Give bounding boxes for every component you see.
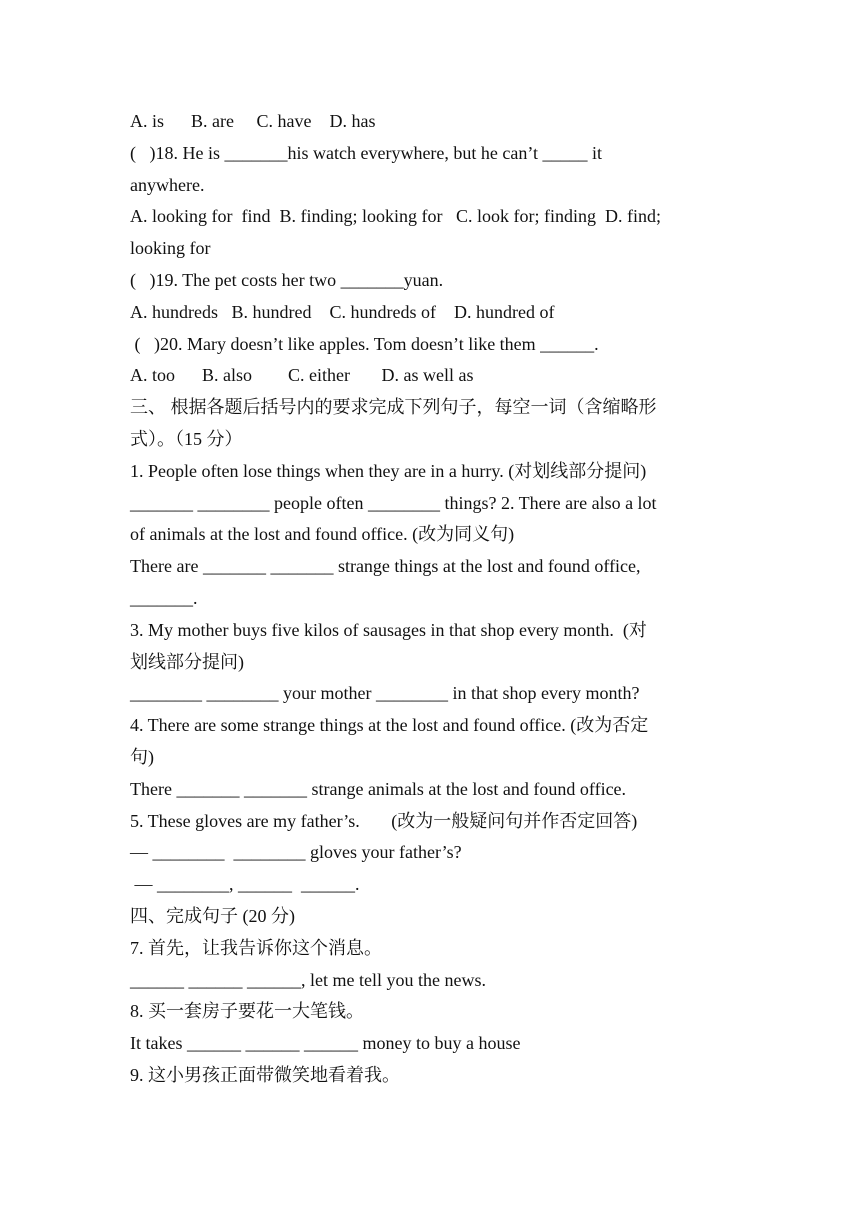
complete-8: 8. 买一套房子要花一大笔钱。 [130,1001,364,1022]
rewrite-1: 1. People often lose things when they are in a hurry. (对划线部分提问) [130,460,647,481]
complete-9: 9. 这小男孩正面带微笑地看着我。 [130,1064,400,1085]
complete-7-answer: ______ ______ ______, let me tell you the news. [130,969,486,990]
rewrite-2: of animals at the lost and found office. (改为同义句) [130,524,515,545]
rewrite-4-answer: There _______ _______ strange animals at the lost and found office. [130,778,627,799]
rewrite-5: 5. These gloves are my father’s. (改为一般疑问句并作否定回答) [130,810,638,831]
options-line-19: A. hundreds B. hundred C. hundreds of D. hundred of [130,301,555,322]
rewrite-5-answer: — ________, ______ ______. [130,874,360,895]
question-18-continued: anywhere. [130,174,205,195]
question-18: ( )18. He is _______his watch everywhere, but he can’t _____ it [130,142,603,163]
section-3-heading: 三、 根据各题后括号内的要求完成下列句子，每空一词（含缩略形 [130,397,657,418]
rewrite-4-continued: 句) [130,746,154,767]
document-page [130,106,730,1092]
rewrite-2-answer: There are _______ _______ strange things at the lost and found office, [130,556,641,577]
complete-7: 7. 首先，让我告诉你这个消息。 [130,937,382,958]
rewrite-1-answer: _______ ________ people often ________ things? 2. There are also a lot [130,492,657,513]
section-4-heading: 四、完成句子 (20 分) [130,905,295,926]
rewrite-2-answer-continued: _______. [130,587,198,608]
section-3-heading-continued: 式）。（15 分） [130,428,243,449]
question-20: ( )20. Mary doesn’t like apples. Tom doesn’t like them ______. [130,333,599,354]
complete-8-answer: It takes ______ ______ ______ money to buy a house [130,1033,521,1054]
options-line-17: A. is B. are C. have D. has [130,111,376,131]
options-line-18: A. looking for find B. finding; looking for C. look for; finding D. find; [130,206,661,227]
rewrite-3: 3. My mother buys five kilos of sausages in that shop every month. (对 [130,619,647,640]
rewrite-5-question: — ________ ________ gloves your father’s? [130,842,462,863]
rewrite-4: 4. There are some strange things at the lost and found office. (改为否定 [130,715,649,736]
rewrite-3-answer: ________ ________ your mother ________ in that shop every month? [130,683,640,704]
options-line-20: A. too B. also C. either D. as well as [130,365,474,386]
rewrite-3-continued: 划线部分提问) [130,651,244,672]
options-line-18-continued: looking for [130,238,211,259]
question-19: ( )19. The pet costs her two _______yuan. [130,269,444,290]
